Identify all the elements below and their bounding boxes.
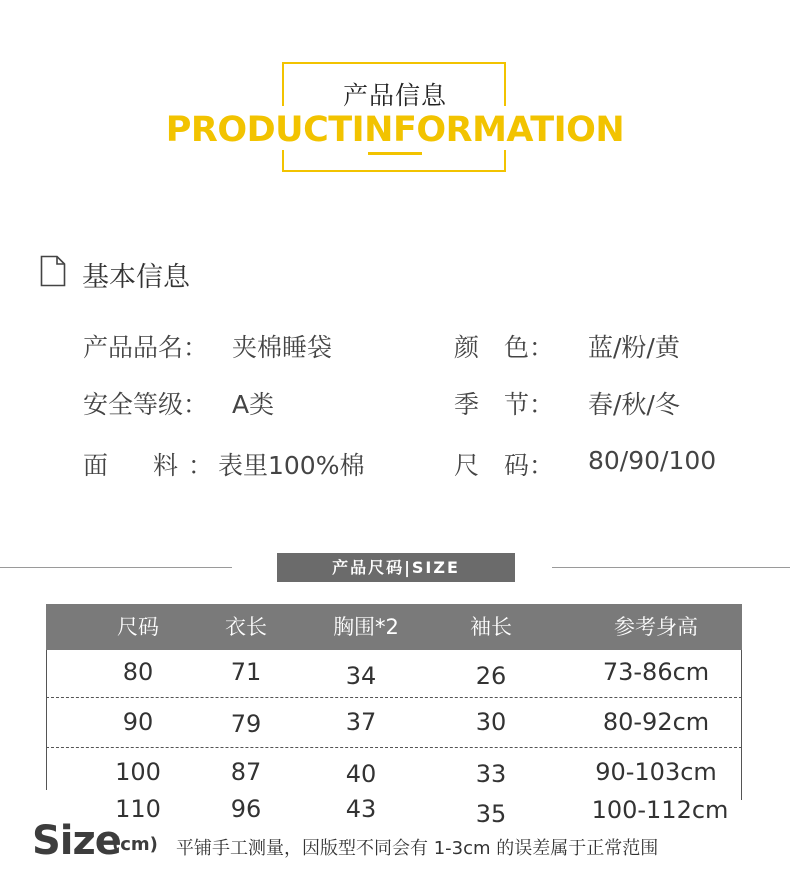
divider-left [0,567,232,568]
header-underline [368,152,422,155]
table-cell-chest: 37 [345,708,377,736]
size-section-badge: 产品尺码|SIZE [277,553,515,582]
info-label-safety-level: 安全等级： [83,390,209,419]
header-frame-left-bottom [282,150,284,172]
col-header-size: 尺码 [117,615,159,639]
section-title-basic-info: 基本信息 [82,262,190,293]
table-cell-chest: 34 [345,662,377,690]
table-cell-sleeve: 35 [475,800,507,828]
header-title-cn: 产品信息 [342,81,447,110]
table-cell-sleeve: 26 [475,662,507,690]
table-cell-size: 80 [122,658,154,686]
table-cell-length: 87 [230,758,262,786]
table-cell-length: 71 [230,658,262,686]
info-label-color: 颜 色： [454,333,555,362]
table-cell-chest: 40 [345,760,377,788]
table-cell-height: 90-103cm [595,758,717,786]
table-cell-length: 96 [230,795,262,823]
table-cell-height: 100-112cm [591,796,729,824]
col-header-chest: 胸围*2 [333,615,399,639]
document-icon [40,255,66,287]
info-value-product-name: 夹棉睡袋 [232,333,333,362]
table-cell-size: 110 [115,795,161,823]
header-title-en: PRODUCTINFORMATION [165,110,625,150]
header-frame-bottom [282,170,506,172]
info-label-size: 尺 码： [454,451,555,480]
row-divider [46,747,742,748]
col-header-sleeve: 袖长 [470,615,512,639]
size-table-header [46,604,742,650]
size-unit: (cm) [112,834,158,855]
table-cell-height: 73-86cm [602,658,710,686]
info-value-season: 春/秋/冬 [588,390,680,419]
header-frame-right-bottom [504,150,506,172]
info-value-size: 80/90/100 [588,446,717,475]
table-cell-size: 90 [122,708,154,736]
info-label-product-name: 产品品名： [83,333,209,362]
table-cell-sleeve: 33 [475,760,507,788]
measurement-note: 平铺手工测量，因版型不同会有 1-3cm 的误差属于正常范围 [176,838,659,859]
info-value-color: 蓝/粉/黄 [588,333,680,362]
table-border-left [46,650,47,790]
info-label-fabric: 面 料： [83,451,224,480]
table-cell-length: 79 [230,710,262,738]
row-divider [46,697,742,698]
size-word: Size [32,818,121,864]
table-cell-height: 80-92cm [602,708,710,736]
col-header-height: 参考身高 [614,615,698,639]
table-cell-chest: 43 [345,795,377,823]
info-value-safety-level: A类 [232,390,275,419]
info-label-season: 季 节： [454,390,555,419]
col-header-length: 衣长 [225,615,267,639]
info-value-fabric: 表里100%棉 [218,451,365,480]
table-cell-size: 100 [115,758,161,786]
table-cell-sleeve: 30 [475,708,507,736]
table-border-right [741,650,742,800]
header-frame-top [282,62,506,64]
divider-right [552,567,790,568]
